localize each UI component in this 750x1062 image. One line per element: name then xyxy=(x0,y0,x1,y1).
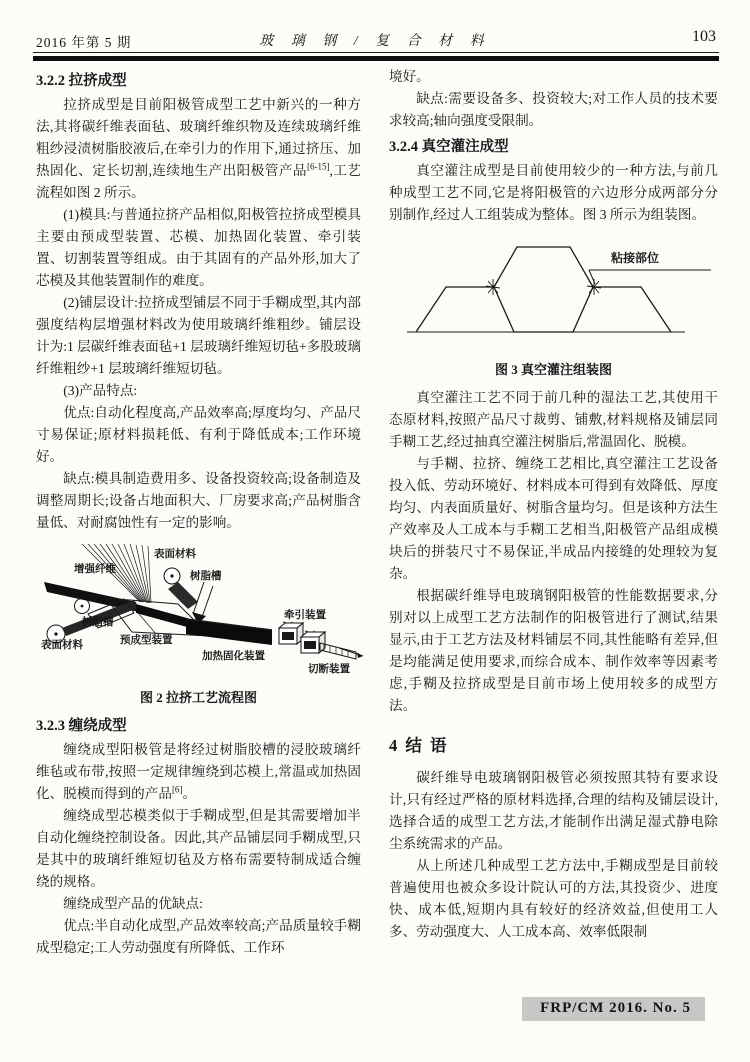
footer-journal-stamp: FRP/CM 2016. No. 5 xyxy=(522,997,705,1021)
paragraph: 从上所述几种成型工艺方法中,手糊成型是目前较普遍使用也被众多设计院认可的方法,其投资少、进度快、成本低,短期内具有较好的经济效益,但使用工人多、劳动强度大、人工成本高、效率低限制 xyxy=(389,858,718,939)
figure-2-pultrusion-diagram xyxy=(36,542,366,684)
label-surface-material-left: 表面材料 xyxy=(41,640,83,651)
paragraph xyxy=(36,739,361,805)
paragraph: 根据碳纤维导电玻璃钢阳极管的性能数据要求,分别对以上成型工艺方法制作的阳极管进行了测试,结果显示,由于工艺方法及材料铺层不同,其性能略有差异,但是均能满足使用要求,而综合成本、制作效率等因素考虑,手糊及拉挤成型是目前市场上使用较多的成型方法。 xyxy=(389,588,718,713)
citation-superscript: [6-15] xyxy=(306,161,330,172)
paragraph: 优点:自动化程度高,产品效率高;厚度均匀、产品尺寸易保证;原材料损耗低、有利于降低成本;工作环境好。 xyxy=(36,405,361,464)
journal-title: 玻 璃 钢 / 复 合 材 料 xyxy=(259,34,491,49)
label-preform-device: 预成型装置 xyxy=(120,635,173,646)
paragraph: (1)模具:与普通拉挤产品相似,阳极管拉挤成型模具主要由预成型装置、芯模、加热固化装置、牵引装置、切割装置等组成。由于其固有的产品外形,加大了芯模及其他装置制作的难度。 xyxy=(36,207,361,288)
label-cutting-device: 切断装置 xyxy=(308,664,350,675)
paragraph: 缺点:需要设备多、投资较大;对工作人员的技术要求较高;轴向强度受限制。 xyxy=(389,91,718,128)
paragraph: 缠绕成型芯模类似于手糊成型,但是其需要增加半自动化缠绕控制设备。因此,其产品铺层同手糊成型,只是其中的玻璃纤维短切毡及方格布需要特制成适合缠绕的规格。 xyxy=(36,808,361,889)
section-heading-conclusion: 4 结 语 xyxy=(389,736,449,755)
figure-2-caption: 图 2 拉挤工艺流程图 xyxy=(139,690,257,705)
header-rule-thin xyxy=(33,52,719,53)
paragraph: 缠绕成型产品的优缺点: xyxy=(63,896,203,911)
paragraph-text: 拉挤成型是目前阳极管成型工艺中新兴的一种方法,其将碳纤维表面毡、玻璃纤维织物及连续玻璃纤维粗纱浸渍树脂胶液后,在牵引力的作用下,通过挤压、加热固化、定长切割,连续地生产出阳极管产品 xyxy=(36,97,361,178)
paragraph-text: ,工艺流程如图 2 所示。 xyxy=(36,163,361,200)
header-rule-thick xyxy=(33,56,719,61)
left-column xyxy=(36,66,361,959)
figure-3-caption: 图 3 真空灌注组装图 xyxy=(494,362,612,377)
section-heading-322: 3.2.2 拉挤成型 xyxy=(36,73,127,89)
paragraph-text: 。 xyxy=(182,786,197,801)
header-issue: 2016 年第 5 期 xyxy=(36,35,132,50)
paragraph: 真空灌注工艺不同于前几种的湿法工艺,其使用干态原材料,按照产品尺寸裁剪、铺敷,材料规格及铺层同手糊工艺,经过抽真空灌注树脂后,常温固化、脱模。 xyxy=(389,390,718,449)
assembly-diagram-drawing xyxy=(389,234,718,356)
label-reinforcing-fiber: 增强纤维 xyxy=(74,564,116,575)
label-surface-material-top: 表面材料 xyxy=(154,549,196,560)
right-column xyxy=(389,66,718,943)
paragraph: 碳纤维导电玻璃钢阳极管必须按照其特有要求设计,只有经过严格的原材料选择,合理的结构及铺层设计,选择合适的成型工艺方法,才能制作出满足湿式静电除尘系统需求的产品。 xyxy=(389,770,718,851)
citation-superscript: [6] xyxy=(171,784,183,795)
label-resin-tank-left: 树脂槽 xyxy=(82,617,114,628)
figure-3-assembly-diagram xyxy=(389,234,718,356)
paragraph xyxy=(36,94,361,204)
label-bond-location: 粘接部位 xyxy=(611,251,660,265)
label-pulling-device: 牵引装置 xyxy=(284,610,326,621)
paragraph-text: 缠绕成型阳极管是将经过树脂胶槽的浸胶玻璃纤维毡或布带,按照一定规律缠绕到芯模上,常温或加热固化、脱模而得到的产品 xyxy=(36,742,361,801)
label-resin-tank-right: 树脂槽 xyxy=(190,571,222,582)
paragraph: (3)产品特点: xyxy=(63,383,138,398)
paragraph: 优点:半自动化成型,产品效率较高;产品质量较手糊成型稳定;工人劳动强度有所降低、工作环 xyxy=(36,918,361,955)
section-heading-323: 3.2.3 缠绕成型 xyxy=(36,718,127,734)
paragraph: 缺点:模具制造费用多、设备投资较高;设备制造及调整周期长;设备占地面积大、厂房要求高;产品树脂含量低、对耐腐蚀性有一定的影响。 xyxy=(36,471,361,530)
label-heating-device: 加热固化装置 xyxy=(202,651,265,662)
paragraph-continuation: 境好。 xyxy=(389,69,430,84)
paragraph: 真空灌注成型是目前使用较少的一种方法,与前几种成型工艺不同,它是将阳极管的六边形分成两部分分别制作,经过人工组装成为整体。图 3 所示为组装图。 xyxy=(389,163,718,222)
paragraph: (2)铺层设计:拉挤成型铺层不同于手糊成型,其内部强度结构层增强材料改为使用玻璃纤维粗纱。铺层设计为:1 层碳纤维表面毡+1 层玻璃纤维短切毡+多股玻璃纤维粗纱+1 层玻璃纤维短切毡。 xyxy=(36,295,361,376)
section-heading-324: 3.2.4 真空灌注成型 xyxy=(389,139,509,155)
page-number: 103 xyxy=(692,28,716,45)
paragraph: 与手糊、拉挤、缠绕工艺相比,真空灌注工艺设备投入低、劳动环境好、材料成本可得到有效降低、厚度均匀、内表面质量好、树脂含量均匀。但是该种方法生产效率及人工成本与手糊工艺相当,阳极管产品组成模块后的拼装尺寸不易保证,半成品内接缝的处理较为复杂。 xyxy=(389,456,718,581)
